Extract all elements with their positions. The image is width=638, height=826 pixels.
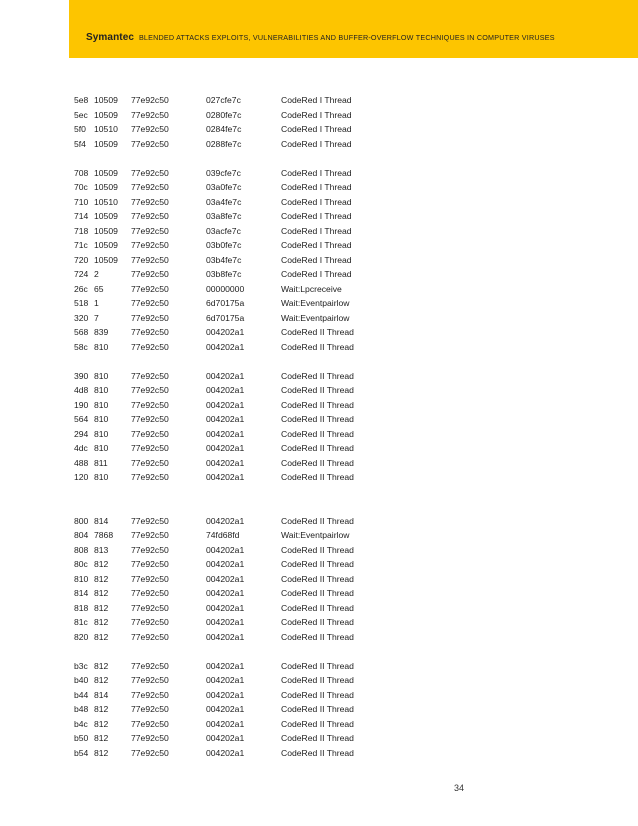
address-cell: 77e92c50 bbox=[131, 530, 169, 540]
thread-id-cell: 190 bbox=[74, 399, 89, 410]
table-row bbox=[0, 340, 638, 354]
address-cell: 77e92c50 bbox=[131, 167, 169, 178]
start-address-cell: 004202a1 bbox=[206, 472, 245, 482]
address-cell: 77e92c50 bbox=[131, 196, 169, 207]
count-cell: 10510 bbox=[94, 196, 118, 207]
table-row bbox=[0, 296, 638, 310]
address-cell: 77e92c50 bbox=[131, 298, 169, 308]
address-cell: 77e92c50 bbox=[131, 733, 169, 743]
address-cell: 77e92c50 bbox=[131, 211, 169, 221]
address-cell: 77e92c50 bbox=[131, 254, 169, 265]
count-cell: 814 bbox=[94, 689, 109, 700]
count-cell: 810 bbox=[94, 443, 109, 453]
start-address-cell: 00000000 bbox=[206, 283, 245, 294]
state-cell: Wait:Lpcreceive bbox=[281, 283, 342, 294]
start-address-cell: 004202a1 bbox=[206, 399, 245, 410]
count-cell: 10510 bbox=[94, 124, 118, 134]
table-row bbox=[0, 702, 638, 716]
address-cell: 77e92c50 bbox=[131, 747, 169, 758]
thread-id-cell: 26c bbox=[74, 283, 88, 294]
state-cell: CodeRed I Thread bbox=[281, 225, 352, 236]
thread-id-cell: 518 bbox=[74, 298, 89, 308]
table-row bbox=[0, 659, 638, 673]
state-cell: CodeRed II Thread bbox=[281, 428, 354, 439]
address-cell: 77e92c50 bbox=[131, 327, 169, 337]
start-address-cell: 004202a1 bbox=[206, 689, 245, 700]
table-row bbox=[0, 746, 638, 760]
start-address-cell: 03acfe7c bbox=[206, 225, 241, 236]
address-cell: 77e92c50 bbox=[131, 515, 169, 526]
start-address-cell: 004202a1 bbox=[206, 370, 245, 381]
start-address-cell: 03b4fe7c bbox=[206, 254, 242, 265]
state-cell: CodeRed II Thread bbox=[281, 733, 354, 743]
table-row bbox=[0, 731, 638, 745]
thread-id-cell: b54 bbox=[74, 747, 89, 758]
table-row bbox=[0, 325, 638, 339]
table-row bbox=[0, 369, 638, 383]
start-address-cell: 004202a1 bbox=[206, 617, 245, 627]
table-row bbox=[0, 398, 638, 412]
start-address-cell: 004202a1 bbox=[206, 457, 245, 468]
thread-id-cell: b4c bbox=[74, 718, 88, 729]
thread-id-cell: 714 bbox=[74, 211, 89, 221]
state-cell: Wait:Eventpairlow bbox=[281, 312, 350, 323]
table-row bbox=[0, 514, 638, 528]
table-row bbox=[0, 601, 638, 615]
count-cell: 10509 bbox=[94, 225, 118, 236]
table-row bbox=[0, 441, 638, 455]
start-address-cell: 004202a1 bbox=[206, 733, 245, 743]
thread-id-cell: 294 bbox=[74, 428, 89, 439]
count-cell: 812 bbox=[94, 573, 109, 584]
state-cell: CodeRed I Thread bbox=[281, 254, 352, 265]
start-address-cell: 004202a1 bbox=[206, 327, 245, 337]
table-row bbox=[0, 180, 638, 194]
thread-id-cell: 120 bbox=[74, 472, 89, 482]
start-address-cell: 03a0fe7c bbox=[206, 182, 242, 192]
start-address-cell: 004202a1 bbox=[206, 414, 245, 424]
count-cell: 812 bbox=[94, 602, 109, 613]
count-cell: 810 bbox=[94, 385, 109, 395]
start-address-cell: 004202a1 bbox=[206, 704, 245, 714]
address-cell: 77e92c50 bbox=[131, 283, 169, 294]
document-subtitle: BLENDED ATTACKS EXPLOITS, VULNERABILITIES AND BUFFER-OVERFLOW TECHNIQUES IN COMPUTER VIRUSES bbox=[138, 33, 555, 42]
thread-id-cell: 70c bbox=[74, 182, 88, 192]
thread-id-cell: b50 bbox=[74, 733, 89, 743]
state-cell: CodeRed II Thread bbox=[281, 588, 354, 598]
count-cell: 7 bbox=[94, 312, 99, 323]
start-address-cell: 004202a1 bbox=[206, 675, 245, 685]
address-cell: 77e92c50 bbox=[131, 704, 169, 714]
count-cell: 812 bbox=[94, 733, 109, 743]
address-cell: 77e92c50 bbox=[131, 573, 169, 584]
count-cell: 810 bbox=[94, 341, 109, 352]
count-cell: 7868 bbox=[94, 530, 114, 540]
state-cell: Wait:Eventpairlow bbox=[281, 298, 350, 308]
table-row bbox=[0, 195, 638, 209]
table-row bbox=[0, 383, 638, 397]
state-cell: CodeRed II Thread bbox=[281, 385, 354, 395]
start-address-cell: 6d70175a bbox=[206, 298, 245, 308]
thread-id-cell: b48 bbox=[74, 704, 89, 714]
count-cell: 10509 bbox=[94, 109, 118, 120]
count-cell: 10509 bbox=[94, 167, 118, 178]
brand-name: Symantec bbox=[86, 32, 135, 43]
state-cell: Wait:Eventpairlow bbox=[281, 530, 350, 540]
address-cell: 77e92c50 bbox=[131, 602, 169, 613]
state-cell: CodeRed II Thread bbox=[281, 327, 354, 337]
state-cell: CodeRed II Thread bbox=[281, 559, 354, 569]
thread-id-cell: 564 bbox=[74, 414, 89, 424]
state-cell: CodeRed II Thread bbox=[281, 341, 354, 352]
table-row bbox=[0, 673, 638, 687]
state-cell: CodeRed I Thread bbox=[281, 138, 352, 149]
count-cell: 811 bbox=[94, 457, 108, 468]
address-cell: 77e92c50 bbox=[131, 472, 169, 482]
table-row bbox=[0, 224, 638, 238]
thread-id-cell: 71c bbox=[74, 240, 88, 250]
state-cell: CodeRed II Thread bbox=[281, 370, 354, 381]
count-cell: 812 bbox=[94, 660, 109, 671]
start-address-cell: 004202a1 bbox=[206, 631, 245, 642]
count-cell: 812 bbox=[94, 718, 109, 729]
count-cell: 812 bbox=[94, 631, 109, 642]
address-cell: 77e92c50 bbox=[131, 428, 169, 439]
start-address-cell: 004202a1 bbox=[206, 443, 245, 453]
start-address-cell: 74fd68fd bbox=[206, 530, 240, 540]
table-row bbox=[0, 311, 638, 325]
start-address-cell: 004202a1 bbox=[206, 341, 245, 352]
thread-id-cell: 5e8 bbox=[74, 95, 89, 105]
thread-id-cell: 800 bbox=[74, 515, 89, 526]
address-cell: 77e92c50 bbox=[131, 414, 169, 424]
table-row bbox=[0, 470, 638, 484]
thread-id-cell: 808 bbox=[74, 544, 89, 555]
address-cell: 77e92c50 bbox=[131, 95, 169, 105]
thread-id-cell: 708 bbox=[74, 167, 89, 178]
table-row bbox=[0, 688, 638, 702]
count-cell: 813 bbox=[94, 544, 109, 555]
thread-id-cell: 320 bbox=[74, 312, 89, 323]
table-row bbox=[0, 122, 638, 136]
count-cell: 810 bbox=[94, 428, 109, 439]
thread-id-cell: 488 bbox=[74, 457, 89, 468]
table-row bbox=[0, 586, 638, 600]
state-cell: CodeRed II Thread bbox=[281, 747, 354, 758]
state-cell: CodeRed II Thread bbox=[281, 414, 354, 424]
state-cell: CodeRed I Thread bbox=[281, 196, 352, 207]
table-row bbox=[0, 630, 638, 644]
table-row bbox=[0, 543, 638, 557]
state-cell: CodeRed II Thread bbox=[281, 544, 354, 555]
address-cell: 77e92c50 bbox=[131, 341, 169, 352]
count-cell: 812 bbox=[94, 747, 109, 758]
count-cell: 812 bbox=[94, 559, 109, 569]
address-cell: 77e92c50 bbox=[131, 312, 169, 323]
state-cell: CodeRed I Thread bbox=[281, 109, 352, 120]
state-cell: CodeRed II Thread bbox=[281, 472, 354, 482]
state-cell: CodeRed II Thread bbox=[281, 631, 354, 642]
table-row bbox=[0, 253, 638, 267]
address-cell: 77e92c50 bbox=[131, 443, 169, 453]
count-cell: 810 bbox=[94, 399, 109, 410]
start-address-cell: 004202a1 bbox=[206, 559, 245, 569]
thread-id-cell: 818 bbox=[74, 602, 89, 613]
thread-id-cell: 4dc bbox=[74, 443, 88, 453]
start-address-cell: 004202a1 bbox=[206, 385, 245, 395]
count-cell: 1 bbox=[94, 298, 99, 308]
start-address-cell: 004202a1 bbox=[206, 544, 245, 555]
state-cell: CodeRed I Thread bbox=[281, 182, 352, 192]
address-cell: 77e92c50 bbox=[131, 617, 169, 627]
table-row bbox=[0, 93, 638, 107]
count-cell: 10509 bbox=[94, 240, 118, 250]
count-cell: 814 bbox=[94, 515, 109, 526]
address-cell: 77e92c50 bbox=[131, 457, 169, 468]
count-cell: 812 bbox=[94, 588, 109, 598]
state-cell: CodeRed II Thread bbox=[281, 602, 354, 613]
thread-id-cell: 390 bbox=[74, 370, 89, 381]
table-row bbox=[0, 108, 638, 122]
state-cell: CodeRed II Thread bbox=[281, 443, 354, 453]
state-cell: CodeRed I Thread bbox=[281, 95, 352, 105]
table-row bbox=[0, 166, 638, 180]
state-cell: CodeRed I Thread bbox=[281, 124, 352, 134]
thread-id-cell: 4d8 bbox=[74, 385, 89, 395]
start-address-cell: 004202a1 bbox=[206, 573, 245, 584]
address-cell: 77e92c50 bbox=[131, 109, 169, 120]
count-cell: 10509 bbox=[94, 138, 118, 149]
thread-id-cell: 718 bbox=[74, 225, 89, 236]
start-address-cell: 004202a1 bbox=[206, 718, 245, 729]
address-cell: 77e92c50 bbox=[131, 559, 169, 569]
table-row bbox=[0, 456, 638, 470]
count-cell: 10509 bbox=[94, 211, 118, 221]
count-cell: 810 bbox=[94, 472, 109, 482]
address-cell: 77e92c50 bbox=[131, 225, 169, 236]
thread-id-cell: 820 bbox=[74, 631, 89, 642]
address-cell: 77e92c50 bbox=[131, 544, 169, 555]
start-address-cell: 004202a1 bbox=[206, 588, 245, 598]
table-row bbox=[0, 412, 638, 426]
start-address-cell: 0288fe7c bbox=[206, 138, 242, 149]
start-address-cell: 039cfe7c bbox=[206, 167, 241, 178]
state-cell: CodeRed II Thread bbox=[281, 718, 354, 729]
start-address-cell: 004202a1 bbox=[206, 660, 245, 671]
state-cell: CodeRed I Thread bbox=[281, 240, 352, 250]
start-address-cell: 004202a1 bbox=[206, 747, 245, 758]
thread-id-cell: 804 bbox=[74, 530, 89, 540]
state-cell: CodeRed II Thread bbox=[281, 660, 354, 671]
count-cell: 810 bbox=[94, 370, 109, 381]
address-cell: 77e92c50 bbox=[131, 399, 169, 410]
start-address-cell: 6d70175a bbox=[206, 312, 245, 323]
thread-id-cell: 710 bbox=[74, 196, 89, 207]
state-cell: CodeRed II Thread bbox=[281, 515, 354, 526]
count-cell: 812 bbox=[94, 617, 109, 627]
state-cell: CodeRed II Thread bbox=[281, 689, 354, 700]
address-cell: 77e92c50 bbox=[131, 138, 169, 149]
count-cell: 812 bbox=[94, 675, 109, 685]
table-row bbox=[0, 209, 638, 223]
table-row bbox=[0, 528, 638, 542]
start-address-cell: 004202a1 bbox=[206, 515, 245, 526]
address-cell: 77e92c50 bbox=[131, 182, 169, 192]
table-row bbox=[0, 615, 638, 629]
table-row bbox=[0, 267, 638, 281]
state-cell: CodeRed II Thread bbox=[281, 675, 354, 685]
state-cell: CodeRed II Thread bbox=[281, 573, 354, 584]
start-address-cell: 027cfe7c bbox=[206, 95, 241, 105]
table-row bbox=[0, 572, 638, 586]
thread-id-cell: 81c bbox=[74, 617, 88, 627]
address-cell: 77e92c50 bbox=[131, 660, 169, 671]
start-address-cell: 03a4fe7c bbox=[206, 196, 242, 207]
thread-id-cell: 80c bbox=[74, 559, 88, 569]
state-cell: CodeRed I Thread bbox=[281, 211, 352, 221]
page-number: 34 bbox=[454, 783, 465, 793]
address-cell: 77e92c50 bbox=[131, 240, 169, 250]
start-address-cell: 03a8fe7c bbox=[206, 211, 242, 221]
state-cell: CodeRed II Thread bbox=[281, 399, 354, 410]
thread-id-cell: 568 bbox=[74, 327, 89, 337]
start-address-cell: 004202a1 bbox=[206, 428, 245, 439]
thread-id-cell: 5f0 bbox=[74, 124, 86, 134]
thread-id-cell: 720 bbox=[74, 254, 89, 265]
table-row bbox=[0, 557, 638, 571]
thread-id-cell: b44 bbox=[74, 689, 89, 700]
thread-id-cell: 5ec bbox=[74, 109, 88, 120]
state-cell: CodeRed II Thread bbox=[281, 704, 354, 714]
thread-id-cell: 5f4 bbox=[74, 138, 86, 149]
count-cell: 812 bbox=[94, 704, 109, 714]
address-cell: 77e92c50 bbox=[131, 124, 169, 134]
address-cell: 77e92c50 bbox=[131, 385, 169, 395]
table-row bbox=[0, 238, 638, 252]
state-cell: CodeRed I Thread bbox=[281, 269, 352, 279]
count-cell: 839 bbox=[94, 327, 109, 337]
start-address-cell: 03b8fe7c bbox=[206, 269, 242, 279]
thread-id-cell: 814 bbox=[74, 588, 89, 598]
start-address-cell: 0280fe7c bbox=[206, 109, 242, 120]
state-cell: CodeRed I Thread bbox=[281, 167, 352, 178]
thread-id-cell: b3c bbox=[74, 660, 88, 671]
thread-id-cell: 724 bbox=[74, 269, 89, 279]
table-row bbox=[0, 137, 638, 151]
table-row bbox=[0, 427, 638, 441]
start-address-cell: 0284fe7c bbox=[206, 124, 242, 134]
start-address-cell: 004202a1 bbox=[206, 602, 245, 613]
count-cell: 10509 bbox=[94, 182, 118, 192]
address-cell: 77e92c50 bbox=[131, 269, 169, 279]
thread-id-cell: 810 bbox=[74, 573, 89, 584]
table-row bbox=[0, 717, 638, 731]
address-cell: 77e92c50 bbox=[131, 675, 169, 685]
table-row bbox=[0, 282, 638, 296]
count-cell: 65 bbox=[94, 283, 104, 294]
address-cell: 77e92c50 bbox=[131, 631, 169, 642]
thread-id-cell: b40 bbox=[74, 675, 89, 685]
count-cell: 810 bbox=[94, 414, 109, 424]
count-cell: 2 bbox=[94, 269, 99, 279]
address-cell: 77e92c50 bbox=[131, 718, 169, 729]
address-cell: 77e92c50 bbox=[131, 588, 169, 598]
address-cell: 77e92c50 bbox=[131, 370, 169, 381]
count-cell: 10509 bbox=[94, 95, 118, 105]
address-cell: 77e92c50 bbox=[131, 689, 169, 700]
start-address-cell: 03b0fe7c bbox=[206, 240, 242, 250]
state-cell: CodeRed II Thread bbox=[281, 457, 354, 468]
state-cell: CodeRed II Thread bbox=[281, 617, 354, 627]
count-cell: 10509 bbox=[94, 254, 118, 265]
thread-id-cell: 58c bbox=[74, 341, 88, 352]
